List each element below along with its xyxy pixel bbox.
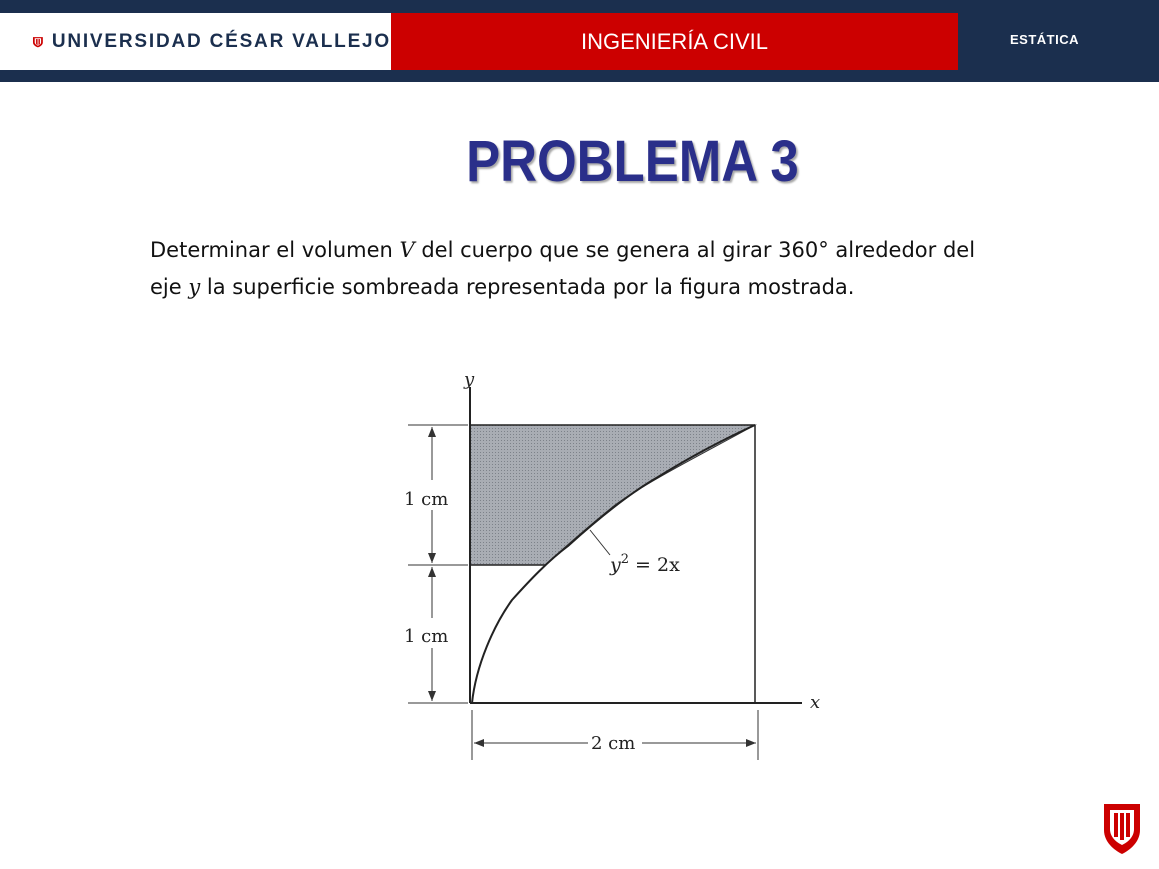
statement-text-1: Determinar el volumen — [150, 238, 400, 262]
curve-label-rest: = 2x — [629, 554, 680, 576]
statement-text-3: la superficie sombreada representada por la figura mostrada. — [200, 275, 855, 299]
arrow-width-left — [474, 739, 484, 747]
curve-equation — [609, 552, 680, 576]
statement-text-2: del cuerpo que se genera al girar 360° alrededor del eje — [150, 238, 976, 299]
arrow-lower-top — [428, 567, 436, 577]
x-axis-label: x — [810, 692, 821, 713]
axis-variable: y — [188, 275, 201, 299]
problem-statement — [150, 232, 990, 306]
dim-lower-label: 1 cm — [404, 626, 449, 647]
y-axis-label: y — [464, 369, 475, 390]
arrow-width-right — [746, 739, 756, 747]
arrow-upper-top — [428, 427, 436, 437]
header-bar — [0, 0, 1159, 82]
curve-label-exp: 2 — [620, 552, 630, 567]
career-label: INGENIERÍA CIVIL — [580, 28, 769, 54]
arrow-lower-bottom — [428, 691, 436, 701]
course-label: ESTÁTICA — [1010, 32, 1079, 47]
problem-title: PROBLEMA 3 — [466, 129, 799, 194]
dim-width-label: 2 cm — [591, 733, 636, 754]
curve-label-base: y — [610, 554, 621, 576]
ucv-shield-icon — [32, 18, 44, 66]
dim-upper-label: 1 cm — [404, 489, 449, 510]
university-name: UNIVERSIDAD CÉSAR VALLEJO — [51, 30, 391, 52]
ucv-shield-icon — [1100, 800, 1144, 856]
career-banner — [391, 13, 958, 70]
problem-figure — [390, 365, 850, 775]
volume-variable: V — [399, 238, 415, 262]
university-logo — [0, 13, 391, 70]
curve-leader-line — [590, 530, 610, 555]
arrow-upper-bottom — [428, 553, 436, 563]
